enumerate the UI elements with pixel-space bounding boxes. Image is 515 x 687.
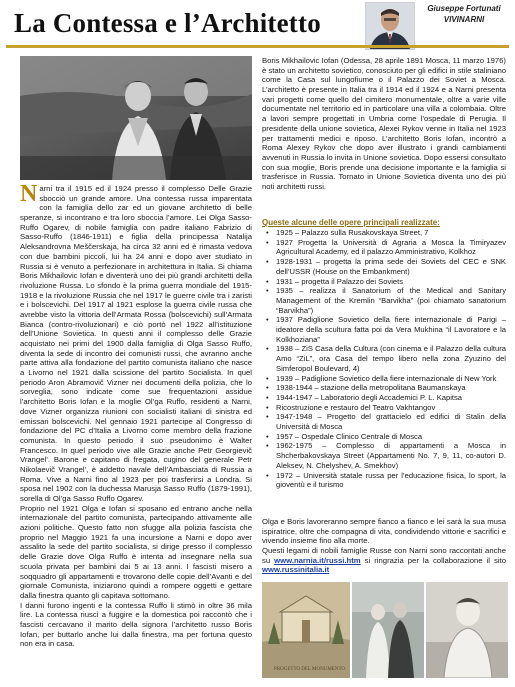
works-item: • 1937 Padiglione Sovietico della fiere internazionale di Parigi – ideatore della scultura fatta poi da Vera Mukhina “il Lavoratore e la Kolkhoziana”	[266, 315, 506, 344]
author-name: Giuseppe Fortunati	[427, 4, 501, 13]
works-item: • 1972 – Università statale russa per l’educazione fisica, lo sport, la gioventù e il turismo	[266, 470, 506, 490]
monument-caption: PROGETTO DEL MONUMENTO	[274, 667, 346, 672]
header-rule	[6, 45, 509, 48]
works-item: • 1938-1944 – stazione della metropolitana Baumanskaya	[266, 383, 466, 393]
author-role: VIVINARNI	[443, 15, 485, 24]
works-item: • Ricostruzione e restauro del Teatro Vakhtangov	[266, 402, 436, 412]
couple-photo	[352, 582, 424, 678]
page-title: La Contessa e l’Architetto	[14, 8, 321, 38]
link-russinitalia[interactable]: www.russinitalia.it	[262, 565, 330, 575]
left-paragraph-3: I danni furono ingenti e la contessa Ruffo li stimò in oltre 36 mila lire. La contessa riuscì a fuggire e la domestica poi raccontò che i fascisti cercavano il marito della signora l’architetto russo Boris Iofan, per buttarlo anche lui dalla finestra, ma per fortuna questo non era in casa.	[20, 600, 252, 649]
outro-paragraph-1: Olga e Boris lavoreranno sempre fianco a fianco e lei sarà la sua musa ispiratrice, oltre che compagna di vita, condividendo vittorie e sacrifici e vivendo insieme fino alla morte.	[262, 517, 506, 546]
drop-cap: N	[20, 184, 38, 207]
left-column-text	[20, 184, 252, 682]
monument-drawing	[262, 582, 350, 678]
left-paragraph-1	[20, 184, 252, 504]
works-item: • 1925 – Palazzo sulla Rusakovskaya Street, 7	[266, 228, 429, 237]
works-list	[262, 228, 506, 490]
right-column-intro	[262, 56, 506, 217]
left-paragraph-1-text: arni tra il 1915 ed il 1924 presso il complesso Delle Grazie sbocciò un grande amore. Una contessa russa imparentata con la famiglia dello zar ed un giovane architetto di belle speranze, si incontrano e tra loro sboccia l’amore. Lei Olga Sasso-Ruffo Ogarev, di nobile famiglia con padre italiano Fabrizio di Sasso-Ruffo (1846-1911) e figlia della principessa Natalija Aleksandrovna Meščerskaja, ha circa 32 anni ed è rimasta vedova con due bambini piccoli, lui ha 24 anni e dopo aver studiato in Russia si è venuto a perfezionare in architettura in Italia. Si chiama Boris Mikhailovic Iofan e diventerà uno dei più grandi architetti della rivoluzione Russa. Lo sfondo è la prima guerra mondiale del 1915-1918 e la rivoluzione Russia che nel 1917 le guerre civile tra i zaristi e i bolscevichi. Del 1917 al 1921 esplose la guerra civile russa che avrebbe visto la vittoria dell’Armata Rossa (bolscevichi) sull’Armata Bianca (contro-rivoluzionari) e ciò portò nel 1922 all’istituzione dell’Unione Sovietica. In questi anni il complesso delle Grazie acquistato nei primi del 1900 dalla famiglia di Olga Sasso Ruffo, diventa la sede di incontro dei comunisti russi, che avranno anche parte attiva alla fondazione del partito comunista italiano che nasce a Livorno nel 1921 dalla scissione del partito Socialista. In quel periodo Aron Abramovič Vizner nei documenti della polizia, che lo sorveglia, sono indicate come sue frequentazioni assidue l’architetto Boris Iofan e la moglie Ol’ga Ruffo, residenti a Narni, dove Vizner organizza riunioni con socialisti italiani di sinistra ed emissari bolscevichi. Nel gennaio 1921 partecipe al Congresso di fondazione del PC d’Italia a Livorno come membro della frazione comunista. In questo periodo il suo pseudonimo è Walter Francesco. In quel periodo vive alle Grazie anche Petr Georgievič Vrangel’. Barone e capitano di fregata, cugino del generale Petr Nikolaevič Vrangel’, è addetto navale dell’Ambasciata di Russia a Roma. Vive a Narni fino al 1923 per poi trasferirsi a Londra. Si sposa nel 1902 con la duchessa Marusja Sasso Ruffo (1879-1991), sorella di Ol’ga Sasso Ruffo Ogarev.	[20, 184, 252, 503]
works-item: • 1957 – Ospedale Clinico Centrale di Mosca	[266, 431, 423, 441]
works-item: • 1935 – realizza il Sanatorium of the Medical and Sanitary Management of the Kremlin “Barvikha” (poi chiamato sanatorium “Barvikha”)	[266, 286, 506, 315]
portrait-photo	[426, 582, 508, 678]
works-item: • 1944-1947 – Laboratorio degli Accademici P. L. Kapitsa	[266, 392, 463, 402]
works-item: • 1947-1948 – Progetto del grattacielo ed edifici di Stalin della Università di Mosca	[266, 412, 506, 432]
works-item: • 1927 Progetta la Università di Agraria a Mosca la Timiryazev Agricultural Academy, ed il palazzo Amministrativo, Kolkhoz	[266, 237, 506, 257]
outro-paragraph-2: Questi legami di nobili famiglie Russe con Narni sono raccontati anche su www.narnia.it/russi.htm si ringrazia per la collaborazione il sito www.russinitalia.it	[262, 546, 506, 575]
works-item: • 1938 – ZiS Casa della Cultura (con cinema e il Palazzo della cultura Amo “ZiL”, ora Casa del tempo libero nella zona Zyuzino del Simferopol Boulevard, 4)	[266, 344, 506, 373]
left-paragraph-2: Proprio nel 1921 Olga e Iofan si sposano ed entrano anche nella internazionale del partito comunista, partecipando attivamente alle azioni politiche. Questo fatto non sfugge alla polizia fascista che proprio nel Maggio 1921 fa una incursione a Narni e dopo aver assalito la sede del partito socialista, si dirige presso il complesso delle Grazie dove Olga Ruffo è intenta ad insegnare nella sua scuola privata per bambini dai 5 ai 13 anni. I fascisti misero a soqquadro gli appartamenti e trovarono delle copie dell’Avanti e del giornale Comunista, iniziarono quindi a rompere oggetti e gettare dalla finestra quanto gli capitava sottomano.	[20, 503, 252, 600]
link-narnia[interactable]: www.narnia.it/russi.htm	[274, 555, 361, 565]
historic-photo-couple	[20, 56, 252, 180]
works-item: • 1939 – Padiglione Sovietico della fiere internazionale di New York	[266, 373, 497, 383]
works-item: • 1962-1975 – Complesso di appartamenti a Mosca in Shcherbakovskaya Street (Appartamenti No. 7, 9, 11, co-autori D. Aleksev, N. Chelyshev, A. Smekhov)	[266, 441, 506, 470]
works-item: • 1928-1931 – progetta la prima sede dei Soviets del CEC e SNK dell’USSR (House on the Embankment)	[266, 257, 506, 276]
author-photo	[365, 2, 415, 50]
works-heading: Queste alcune delle opere principali realizzate:	[262, 218, 440, 227]
works-item: • 1931 – progetta il Palazzo dei Soviets	[266, 276, 404, 286]
iofan-biography: Boris Mikhailovic Iofan (Odessa, 28 aprile 1891 Mosca, 11 marzo 1976) è stato un architetto sovietico, conosciuto per gli edifici in stile staliniano come la Casa sul lungofiume o il Palazzo dei Soviet a Mosca. L’architetto è presente in Italia tra il 1914 ed il 1924 e a Narni presenta vari progetti come quello del cimitero monumentale, oltre a varie ville documentate nel territorio ed in particolare una villa a colombaia. Oltre a lavori sempre progettati in Umbria come l’ospedale di Perugia. Il presidente della unione sovietica, Alexei Rykov venne in Italia nel 1923 per trattamenti medici e riposo. L’architetto Boris Iofan, incontrò a Roma Alexey Rykov che dopo aver illustrato i grandi cambiamenti avvenuti in Russia lo invita in Unione sovietica. Dopo essersi consultato con sua moglie, Boris prende una decisione importante e la famiglia si trasferisce in Russia. Tornato in Unione Sovietica diventa uno dei più noti architetti russi.	[262, 56, 506, 191]
right-column-outro	[262, 517, 506, 575]
